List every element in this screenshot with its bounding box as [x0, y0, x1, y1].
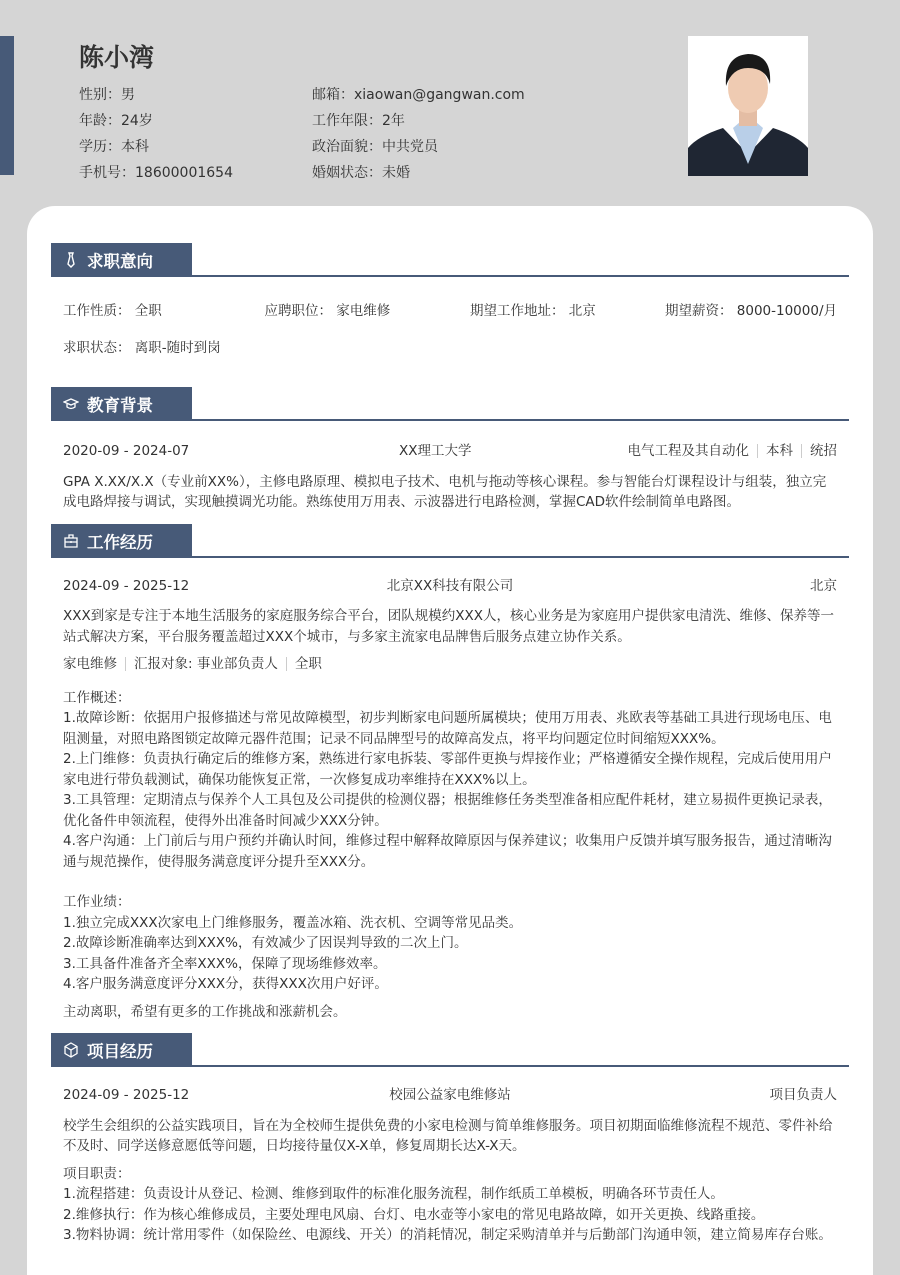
intent-item: 应聘职位： 家电维修	[264, 303, 391, 319]
intent-item: 期望薪资： 8000-10000/月	[664, 303, 837, 319]
graduation-cap-icon	[63, 396, 79, 412]
info-column-1	[79, 82, 233, 186]
section-title: 教育背景	[87, 396, 153, 415]
overview-item: 1.故障诊断：依据用户报修描述与常见故障模型，初步判断家电问题所属模块；使用万用表、兆欧表等基础工具进行现场电压、电阻测量，对照电路图锁定故障元器件范围；记录不同品牌型号的故障高发点，将平均问题定位时间缩短XXX%。	[63, 710, 832, 747]
edu-date: 2020-09 - 2024-07	[63, 443, 190, 459]
tie-icon	[63, 252, 79, 268]
overview-item: 2.上门维修：负责执行确定后的维修方案，熟练进行家电拆装、零部件更换与焊接作业；严格遵循安全操作规程，完成后使用用户家电进行带负载测试，确保功能恢复正常，一次修复成功率维持在XXX%以上。	[63, 751, 832, 788]
intent-item: 工作性质： 全职	[63, 303, 162, 319]
section-title: 工作经历	[87, 532, 153, 552]
work-city: 北京	[810, 577, 837, 594]
project-name: 校园公益家电维修站	[389, 1087, 511, 1103]
political-status: 政治面貌：中共党员	[312, 139, 438, 155]
section-title: 求职意向	[87, 252, 153, 271]
degree: 学历：本科	[79, 139, 149, 155]
cube-icon	[63, 1042, 79, 1058]
overview-item: 4.客户沟通：上门前后与用户预约并确认时间，维修过程中解释故障原因与保养建议；收集用户反馈并填写服务报告，通过清晰沟通与规范操作，使得服务满意度评分提升至XXX分。	[63, 833, 832, 870]
company-desc: XXX到家是专注于本地生活服务的家庭服务综合平台，团队规模约XXX人，核心业务是为家庭用户提供家电清洗、维修、保养等一站式解决方案，平台服务覆盖超过XXX个城市，与多家主流家电品牌售后服务点建立协作关系。	[63, 608, 834, 645]
section-title: 项目经历	[87, 1042, 153, 1061]
edu-degree: 本科	[766, 443, 793, 459]
result-item: 4.客户服务满意度评分XXX分，获得XXX次用户好评。	[63, 976, 388, 992]
project-role: 项目负责人	[769, 1087, 837, 1103]
accent-bar	[0, 36, 14, 175]
duty-item: 3.物料协调：统计常用零件（如保险丝、电源线、开关）的消耗情况，制定采购清单并与后勤部门沟通申领，建立简易库存台账。	[63, 1227, 832, 1243]
intent-item: 求职状态： 离职-随时到岗	[63, 339, 221, 356]
section-header-intent	[51, 243, 849, 277]
section-header-education	[51, 387, 849, 421]
profile-photo	[688, 36, 808, 176]
duty-title: 项目职责：	[63, 1165, 131, 1182]
result-item: 3.工具备件准备齐全率XXX%，保障了现场维修效率。	[63, 955, 387, 972]
phone: 手机号：18600001654	[79, 165, 233, 181]
project-date: 2024-09 - 2025-12	[63, 1087, 190, 1103]
candidate-name: 陈小湾	[79, 43, 155, 72]
info-column-2	[312, 82, 525, 186]
intent-item: 期望工作地址： 北京	[470, 303, 596, 319]
result-item: 1.独立完成XXX次家电上门维修服务，覆盖冰箱、洗衣机、空调等常见品类。	[63, 914, 523, 931]
duty-item: 1.流程搭建：负责设计从登记、检测、维修到取件的标准化服务流程，制作纸质工单模板，明确各环节责任人。	[63, 1186, 724, 1202]
education-entry	[51, 441, 849, 513]
marital-status: 婚姻状态：未婚	[312, 165, 410, 181]
project-entry	[51, 1085, 849, 1246]
section-header-project	[51, 1033, 849, 1067]
age: 年龄：24岁	[79, 113, 153, 129]
overview-item: 3.工具管理：定期清点与保养个人工具包及公司提供的检测仪器；根据维修任务类型准备相应配件耗材，建立易损件更换记录表，优化备件申领流程，使得外出准备时间减少XXX分钟。	[63, 792, 832, 829]
email: 邮箱：xiaowan@gangwan.com	[312, 87, 525, 103]
work-tag: 家电维修	[63, 656, 117, 672]
result-item: 2.故障诊断准确率达到XXX%，有效减少了因误判导致的二次上门。	[63, 935, 468, 951]
work-years: 工作年限：2年	[312, 113, 405, 129]
project-desc: 校学生会组织的公益实践项目，旨在为全校师生提供免费的小家电检测与简单维修服务。项目初期面临维修流程不规范、零件补给不及时、同学送修意愿低等问题，日均接待量仅X-X单，修复周期长达X-X天。	[63, 1117, 833, 1154]
section-header-work	[51, 524, 849, 558]
major: 电气工程及其自动化	[627, 443, 749, 459]
briefcase-icon	[63, 533, 79, 549]
work-entry	[51, 576, 849, 1023]
duty-item: 2.维修执行：作为核心维修成员，主要处理电风扇、台灯、电水壶等小家电的常见电路故障，如开关更换、线路重接。	[63, 1206, 765, 1223]
edu-type: 统招	[810, 443, 837, 459]
company: 北京XX科技有限公司	[386, 577, 514, 594]
edu-desc: GPA X.XX/X.X（专业前XX%），主修电路原理、模拟电子技术、电机与拖动等核心课程。参与智能台灯课程设计与组装，独立完成电路焊接与调试，实现触摸调光功能。熟练使用万用表、示波器进行电路检测，掌握CAD软件绘制简单电路图。	[63, 473, 827, 510]
leave-reason: 主动离职，希望有更多的工作挑战和涨薪机会。	[63, 1003, 347, 1020]
work-tag: 汇报对象: 事业部负责人	[134, 656, 278, 672]
overview-title: 工作概述：	[63, 689, 131, 706]
gender: 性别：男	[79, 87, 135, 103]
intent-items	[51, 301, 849, 358]
resume-card	[27, 206, 873, 1275]
results-title: 工作业绩：	[63, 894, 131, 910]
school: XX理工大学	[399, 443, 472, 459]
work-tag: 全职	[294, 656, 322, 672]
work-date: 2024-09 - 2025-12	[63, 577, 190, 594]
